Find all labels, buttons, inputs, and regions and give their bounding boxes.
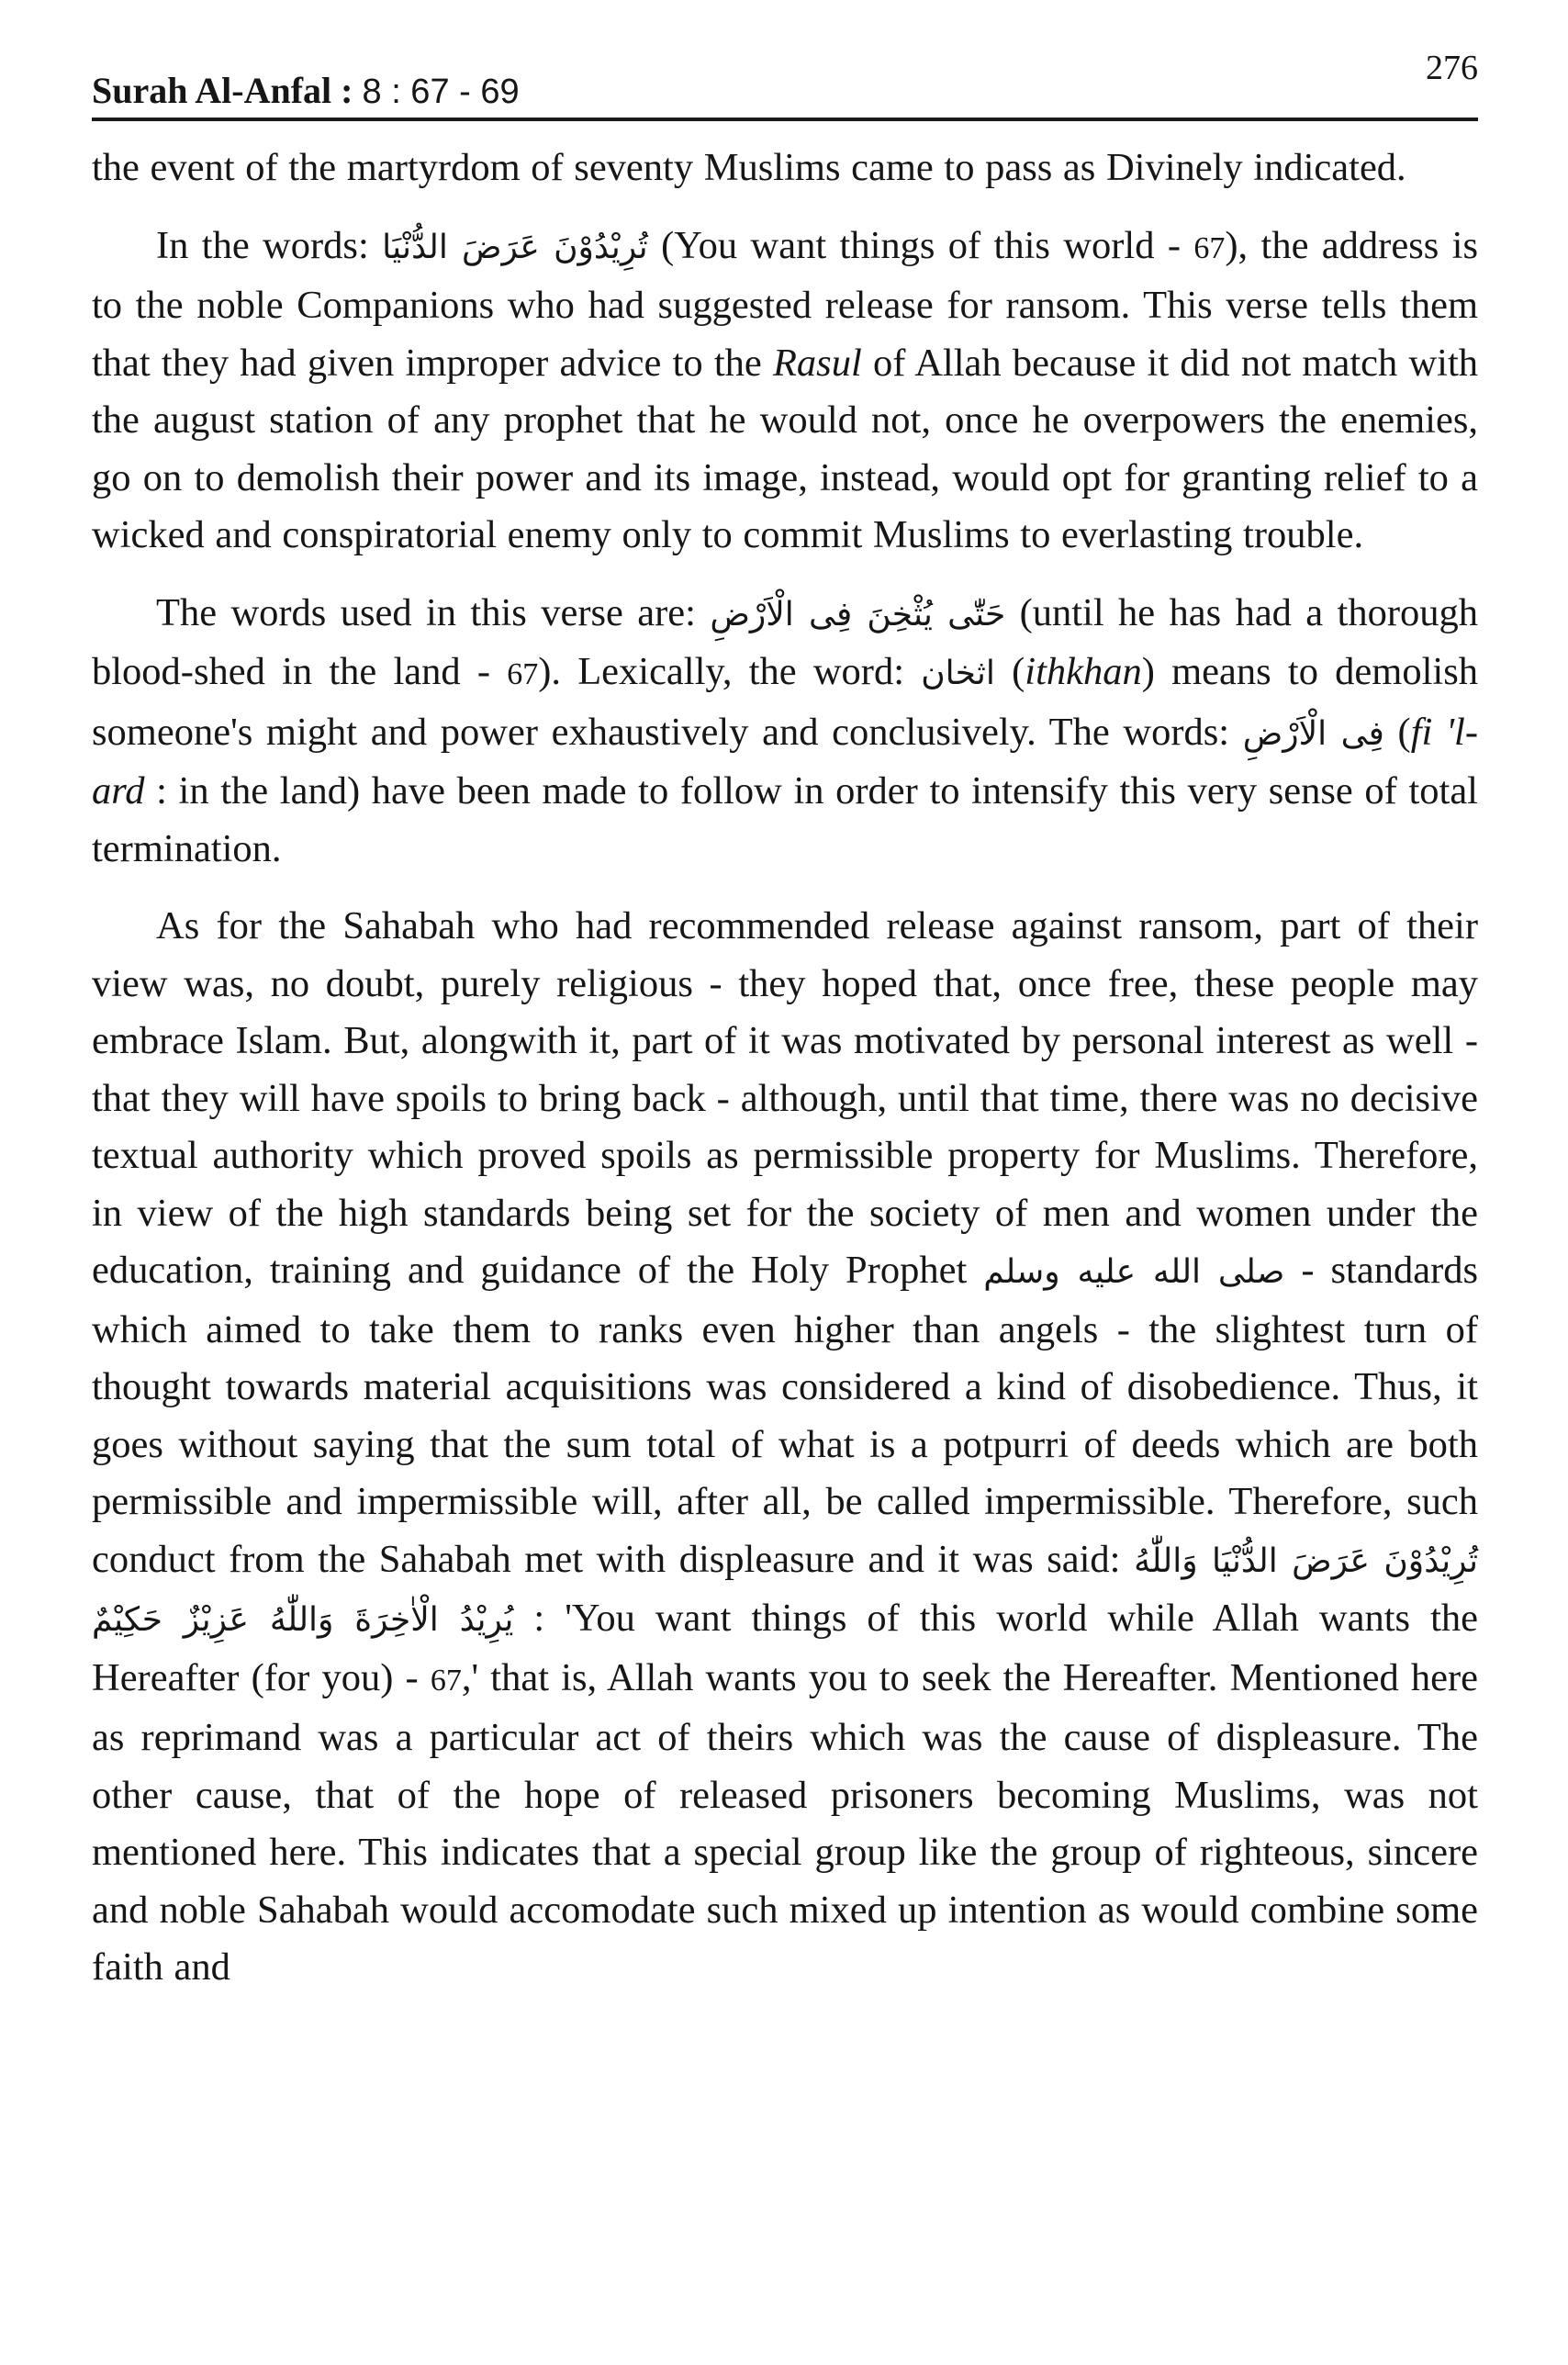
arabic-quote: تُرِيْدُوْنَ عَرَضَ الدُّنْيَا <box>382 228 648 266</box>
italic-term: Rasul <box>772 341 862 385</box>
paragraph-3-lead: The words used in this verse are: <box>156 590 711 634</box>
verse-number: 67 <box>430 1663 462 1698</box>
paragraph-3-text-3: means to demolish someone's might and power exhaustively and conclusively. The words: <box>92 650 1479 754</box>
verse-number: 67 <box>1193 230 1226 265</box>
body-text <box>92 140 1478 1997</box>
paragraph-2-text-2: ), the address is to the noble Companions who had suggested release for ransom. This verse tells them that they had given improper advice to the <box>92 223 1478 385</box>
paragraph-1-text: the event of the martyrdom of seventy Muslims came to pass as Divinely indicated. <box>92 146 1406 189</box>
verse-number: 67 <box>507 657 539 691</box>
paragraph-4-text-4: ,' that is, Allah wants you to seek the Hereafter. Mentioned here as reprimand was a particular act of theirs which was the cause of displeasure. The other cause, that of the hope of released prisoners becoming Muslims, was not mentioned here. This indicates that a special group like the group of righteous, sincere and noble Sahabah would accomodate such mixed up intention as would combine some faith and <box>92 1655 1478 1989</box>
arabic-word: اثخان <box>921 655 995 692</box>
paragraph-3: The words used in this verse are: حَتّٰى يُثْخِنَ فِى الْاَرْضِ (until he has had a thorough blood-shed in the land - 67). Lexically, the word: اثخان (ithkhan) means to demolish someone's might and power exhaustively and conclusively. The words: فِى الْاَرْضِ (fi 'l-ard : in the land) have been made to follow in order to intensify this very sense of total termination. <box>92 590 1479 870</box>
paragraph-2-text-3: of Allah because it did not match with the august station of any prophet that he would not, once he overpowers the enemies, go on to demolish their power and its image, instead, would opt for granting relief to a wicked and conspiratorial enemy only to commit Muslims to everlasting trouble. <box>92 341 1478 556</box>
paragraph-4-text-2: - standards which aimed to take them to ranks even higher than angels - the slightest turn of thought towards material acquisitions was considered a kind of disobedience. Thus, it goes without saying that the sum total of what is a potpurri of deeds which are both permissible and impermissible will, after all, be called impermissible. Therefore, such conduct from the Sahabah met with displeasure and it was said: <box>92 1249 1479 1581</box>
page <box>92 37 1478 2017</box>
paragraph-3-text-2: ). Lexically, the word: <box>538 650 922 693</box>
arabic-word: فِى الْاَرْضِ <box>1242 714 1384 753</box>
page-number: 276 <box>1426 49 1478 87</box>
paragraph-2 <box>92 218 1478 565</box>
paragraph-1 <box>92 140 1478 197</box>
page-header <box>92 37 1478 121</box>
arabic-quote: تُرِيْدُوْنَ عَرَضَ الدُّنْيَا وَاللّٰهُ يُرِيْدُ الْاٰخِرَةَ وَاللّٰهُ عَزِيْزٌ حَكِيْمٌ <box>92 1541 1478 1639</box>
paragraph-4-text-1: As for the Sahabah who had recommended release against ransom, part of their view was, no doubt, purely religious - they hoped that, once free, these people may embrace Islam. But, alongwith it, part of it was motivated by personal interest as well - that they will have spoils to bring back - although, until that time, there was no decisive textual authority which proved spoils as permissible property for Muslims. Therefore, in view of the high standards being set for the society of men and women under the education, training and guidance of the Holy Prophet <box>92 904 1478 1292</box>
paragraph-2-lead: In the words: <box>156 223 383 267</box>
paragraph-3-text-4: : in the land) have been made to follow in order to intensify this very sense of total termination. <box>92 769 1478 870</box>
surah-title: Surah Al-Anfal : <box>92 70 353 111</box>
paragraph-2-text-1: (You want things of this world - <box>647 223 1194 267</box>
salawat-honorific: صلى الله عليه وسلم <box>983 1253 1285 1291</box>
verse-reference: 8 : 67 - 69 <box>362 73 520 111</box>
italic-term: ithkhan <box>1025 650 1142 693</box>
paragraph-3-text-1: (until he has had a thorough blood-shed in the land - <box>92 590 1479 693</box>
running-head <box>92 71 520 112</box>
arabic-quote: حَتّٰى يُثْخِنَ فِى الْاَرْضِ <box>710 595 1006 633</box>
paragraph-4 <box>92 898 1478 1997</box>
italic-term: fi 'l-ard <box>92 710 1479 813</box>
paragraph-4-text-3: : 'You want things of this world while Allah wants the Hereafter (for you) - <box>92 1597 1478 1699</box>
